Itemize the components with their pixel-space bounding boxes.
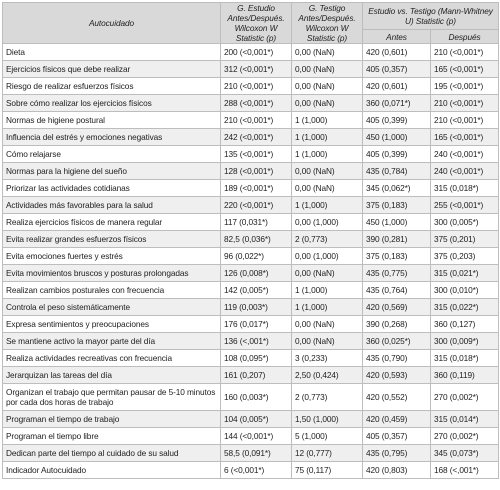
cell-antes: 405 (0,357) [363, 428, 431, 445]
header-estudio: G. Estudio Antes/Después. Wilcoxon W Statistic (p) [221, 3, 292, 44]
cell-label: Programan el tiempo de trabajo [3, 411, 221, 428]
cell-antes: 420 (0,601) [363, 44, 431, 61]
cell-estudio: 161 (0,207) [221, 367, 292, 384]
cell-label: Programan el tiempo libre [3, 428, 221, 445]
table-row [3, 180, 499, 197]
table-row [3, 350, 499, 367]
table-row [3, 231, 499, 248]
cell-despues: 315 (0,014*) [431, 411, 499, 428]
cell-label: Normas de higiene postural [3, 112, 221, 129]
cell-antes: 420 (0,459) [363, 411, 431, 428]
cell-label: Influencia del estrés y emociones negativas [3, 129, 221, 146]
cell-label: Dedican parte del tiempo al cuidado de su salud [3, 445, 221, 462]
table-row [3, 248, 499, 265]
cell-despues: 270 (0,002*) [431, 428, 499, 445]
cell-testigo: 1,50 (1,000) [292, 411, 363, 428]
cell-label: Evita realizar grandes esfuerzos físicos [3, 231, 221, 248]
cell-despues: 315 (0,018*) [431, 350, 499, 367]
table-row [3, 462, 499, 479]
cell-testigo: 2,50 (0,424) [292, 367, 363, 384]
cell-despues: 210 (<0,001*) [431, 44, 499, 61]
cell-label: Cómo relajarse [3, 146, 221, 163]
table-row [3, 445, 499, 462]
cell-estudio: 6 (<0,001*) [221, 462, 292, 479]
cell-antes: 390 (0,268) [363, 316, 431, 333]
cell-despues: 210 (<0,001*) [431, 112, 499, 129]
cell-estudio: 128 (<0,001*) [221, 163, 292, 180]
cell-estudio: 104 (0,005*) [221, 411, 292, 428]
cell-despues: 300 (0,009*) [431, 333, 499, 350]
cell-testigo: 0,00 (1,000) [292, 248, 363, 265]
cell-despues: 210 (<0,001*) [431, 95, 499, 112]
cell-testigo: 1 (1,000) [292, 299, 363, 316]
table-row [3, 129, 499, 146]
cell-label: Priorizar las actividades cotidianas [3, 180, 221, 197]
cell-estudio: 210 (<0,001*) [221, 112, 292, 129]
header-mann-whitney: Estudio vs. Testigo (Mann-Whitney U) Statistic (p) [363, 3, 499, 30]
cell-antes: 360 (0,025*) [363, 333, 431, 350]
cell-label: Realiza actividades recreativas con frecuencia [3, 350, 221, 367]
cell-estudio: 189 (<0,001*) [221, 180, 292, 197]
cell-testigo: 0,00 (NaN) [292, 44, 363, 61]
header-autocuidado: Autocuidado [3, 3, 221, 44]
table-row [3, 197, 499, 214]
cell-estudio: 220 (<0,001*) [221, 197, 292, 214]
cell-testigo: 12 (0,777) [292, 445, 363, 462]
cell-testigo: 0,00 (NaN) [292, 78, 363, 95]
cell-label: Indicador Autocuidado [3, 462, 221, 479]
table-row [3, 44, 499, 61]
cell-despues: 240 (<0,001*) [431, 163, 499, 180]
cell-antes: 435 (0,795) [363, 445, 431, 462]
table-header [3, 3, 499, 44]
cell-label: Riesgo de realizar esfuerzos físicos [3, 78, 221, 95]
table-row [3, 316, 499, 333]
cell-testigo: 0,00 (1,000) [292, 214, 363, 231]
cell-estudio: 288 (<0,001*) [221, 95, 292, 112]
table-row [3, 282, 499, 299]
cell-testigo: 0,00 (NaN) [292, 95, 363, 112]
header-antes: Antes [363, 30, 431, 44]
table-row [3, 214, 499, 231]
cell-label: Actividades más favorables para la salud [3, 197, 221, 214]
cell-despues: 360 (0,119) [431, 367, 499, 384]
header-despues: Después [431, 30, 499, 44]
cell-despues: 300 (0,005*) [431, 214, 499, 231]
cell-estudio: 312 (<0,001*) [221, 61, 292, 78]
cell-estudio: 119 (0,003*) [221, 299, 292, 316]
cell-testigo: 0,00 (NaN) [292, 163, 363, 180]
table-row [3, 146, 499, 163]
cell-antes: 360 (0,071*) [363, 95, 431, 112]
cell-label: Sobre cómo realizar los ejercicios físicos [3, 95, 221, 112]
cell-despues: 195 (<0,001*) [431, 78, 499, 95]
cell-despues: 315 (0,018*) [431, 180, 499, 197]
cell-testigo: 1 (1,000) [292, 146, 363, 163]
cell-label: Jerarquizan las tareas del día [3, 367, 221, 384]
cell-estudio: 82,5 (0,036*) [221, 231, 292, 248]
cell-estudio: 58,5 (0,091*) [221, 445, 292, 462]
cell-despues: 240 (<0,001*) [431, 146, 499, 163]
cell-antes: 405 (0,399) [363, 146, 431, 163]
cell-testigo: 1 (1,000) [292, 197, 363, 214]
cell-estudio: 126 (0,008*) [221, 265, 292, 282]
cell-testigo: 3 (0,233) [292, 350, 363, 367]
table-row [3, 333, 499, 350]
cell-antes: 420 (0,552) [363, 384, 431, 411]
cell-testigo: 1 (1,000) [292, 112, 363, 129]
cell-despues: 345 (0,073*) [431, 445, 499, 462]
cell-estudio: 210 (<0,001*) [221, 78, 292, 95]
cell-label: Expresa sentimientos y preocupaciones [3, 316, 221, 333]
cell-testigo: 1 (1,000) [292, 129, 363, 146]
table-row [3, 299, 499, 316]
cell-antes: 450 (1,000) [363, 214, 431, 231]
table-row [3, 384, 499, 411]
cell-antes: 375 (0,183) [363, 248, 431, 265]
cell-despues: 165 (<0,001*) [431, 61, 499, 78]
cell-antes: 420 (0,601) [363, 78, 431, 95]
table-row [3, 61, 499, 78]
cell-testigo: 1 (1,000) [292, 282, 363, 299]
table-row [3, 428, 499, 445]
cell-testigo: 0,00 (NaN) [292, 61, 363, 78]
cell-despues: 375 (0,203) [431, 248, 499, 265]
cell-testigo: 2 (0,773) [292, 384, 363, 411]
cell-antes: 405 (0,399) [363, 112, 431, 129]
cell-despues: 375 (0,201) [431, 231, 499, 248]
cell-antes: 405 (0,357) [363, 61, 431, 78]
cell-antes: 435 (0,764) [363, 282, 431, 299]
cell-label: Se mantiene activo la mayor parte del día [3, 333, 221, 350]
cell-label: Dieta [3, 44, 221, 61]
cell-estudio: 117 (0,031*) [221, 214, 292, 231]
cell-despues: 360 (0,127) [431, 316, 499, 333]
header-testigo: G. Testigo Antes/Después. Wilcoxon W Statistic (p) [292, 3, 363, 44]
cell-label: Evita movimientos bruscos y posturas prolongadas [3, 265, 221, 282]
cell-despues: 315 (0,022*) [431, 299, 499, 316]
cell-testigo: 0,00 (NaN) [292, 316, 363, 333]
cell-label: Realizan cambios posturales con frecuencia [3, 282, 221, 299]
cell-despues: 270 (0,002*) [431, 384, 499, 411]
table-row [3, 112, 499, 129]
cell-estudio: 136 (<,001*) [221, 333, 292, 350]
table-row [3, 163, 499, 180]
cell-testigo: 2 (0,773) [292, 231, 363, 248]
cell-testigo: 75 (0,117) [292, 462, 363, 479]
cell-estudio: 200 (<0,001*) [221, 44, 292, 61]
cell-label: Evita emociones fuertes y estrés [3, 248, 221, 265]
table-row [3, 411, 499, 428]
cell-antes: 435 (0,790) [363, 350, 431, 367]
cell-antes: 420 (0,803) [363, 462, 431, 479]
table-row [3, 265, 499, 282]
cell-antes: 420 (0,593) [363, 367, 431, 384]
cell-label: Ejercicios físicos que debe realizar [3, 61, 221, 78]
cell-estudio: 96 (0,022*) [221, 248, 292, 265]
cell-testigo: 0,00 (NaN) [292, 180, 363, 197]
cell-antes: 435 (0,784) [363, 163, 431, 180]
table-row [3, 95, 499, 112]
cell-estudio: 176 (0,017*) [221, 316, 292, 333]
cell-despues: 255 (<0,001*) [431, 197, 499, 214]
cell-estudio: 108 (0,095*) [221, 350, 292, 367]
cell-label: Realiza ejercicios físicos de manera regular [3, 214, 221, 231]
table-row [3, 367, 499, 384]
cell-despues: 315 (0,021*) [431, 265, 499, 282]
cell-antes: 450 (1,000) [363, 129, 431, 146]
cell-label: Organizan el trabajo que permitan pausar de 5-10 minutos por cada dos horas de trabajo [3, 384, 221, 411]
cell-antes: 435 (0,775) [363, 265, 431, 282]
cell-antes: 420 (0,569) [363, 299, 431, 316]
cell-estudio: 135 (<0,001*) [221, 146, 292, 163]
cell-despues: 168 (<,001*) [431, 462, 499, 479]
cell-antes: 390 (0,281) [363, 231, 431, 248]
cell-despues: 300 (0,010*) [431, 282, 499, 299]
cell-antes: 345 (0,062*) [363, 180, 431, 197]
cell-estudio: 160 (0,003*) [221, 384, 292, 411]
cell-antes: 375 (0,183) [363, 197, 431, 214]
cell-estudio: 144 (<0,001*) [221, 428, 292, 445]
cell-despues: 165 (<0,001*) [431, 129, 499, 146]
cell-testigo: 5 (1,000) [292, 428, 363, 445]
cell-testigo: 0,00 (NaN) [292, 265, 363, 282]
table-body [3, 44, 499, 479]
cell-estudio: 142 (0,005*) [221, 282, 292, 299]
cell-label: Normas para la higiene del sueño [3, 163, 221, 180]
cell-estudio: 242 (<0,001*) [221, 129, 292, 146]
results-table [2, 2, 499, 479]
cell-label: Controla el peso sistemáticamente [3, 299, 221, 316]
table-row [3, 78, 499, 95]
cell-testigo: 0,00 (NaN) [292, 333, 363, 350]
